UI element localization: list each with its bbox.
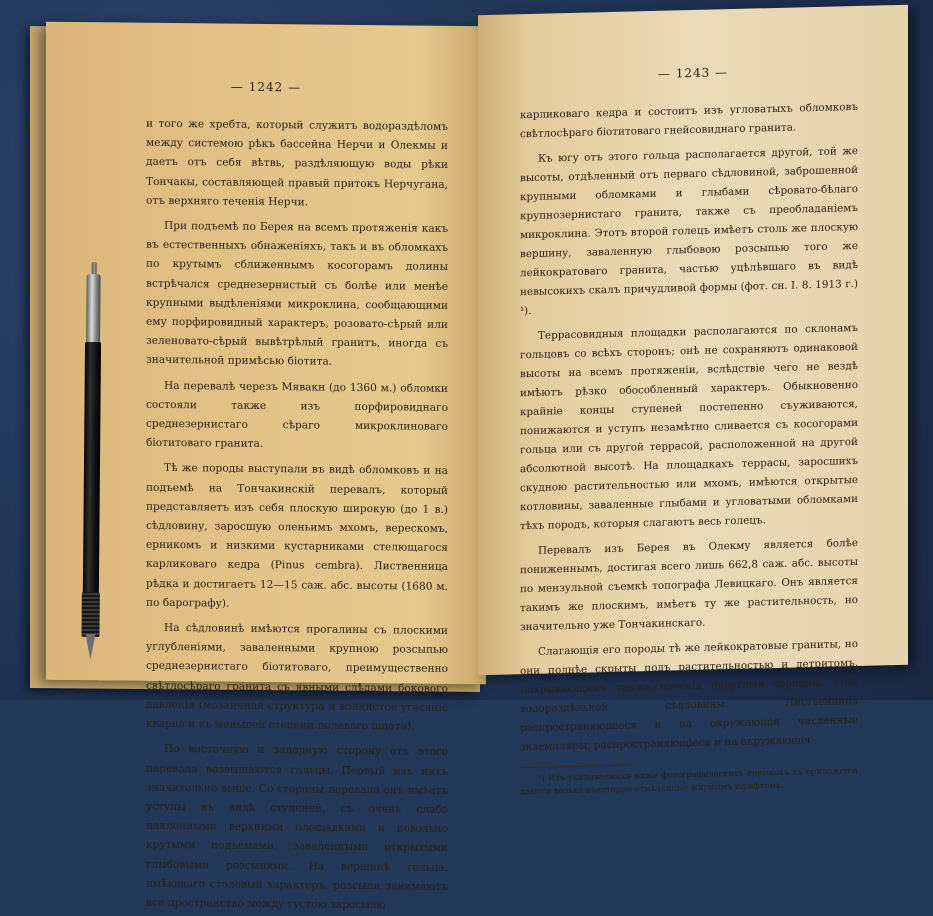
mechanical-pencil bbox=[80, 262, 103, 662]
right-page bbox=[478, 5, 908, 797]
pencil-clip bbox=[86, 274, 101, 344]
left-page bbox=[46, 22, 486, 912]
right-paragraph-1: карликоваго кедра и состоитъ изъ угловатыхъ обломковъ свѣтлосѣраго біотитоваго гнейсовиднаго гранита. bbox=[520, 100, 858, 141]
right-paragraph-3: Террасовидныя площадки располагаются по склонамъ гольцовъ со всѣхъ сторонъ; онѣ не сохраняютъ одинаковой высоты на всемъ протяженіи, вслѣдствіе чего не вездѣ имѣютъ рѣзко обособленный характеръ. Обыкновенно крайніе концы ступеней постепенно съуживаются, понижаются и уступъ незамѣтно сливается съ косогорами гольца или съ другой террасой, расположенной на другой абсолютной высотѣ. На площадкахъ террасы, заросшихъ скудною растительностью или мхомъ, имѣются открытые котловины, заваленные глыбами и угловатыми обломками тѣхъ породъ, которыя слагаютъ весь голецъ. bbox=[520, 321, 858, 533]
left-paragraph-1: и того же хребта, который служитъ водораздѣломъ между системою рѣкъ бассейна Нерчи и Олекмы и даетъ отъ себя вѣтвь, раздѣляющую воды рѣки Тончакы, составляющей правый притокъ Нерчугана, отъ верхняго теченія Нерчи. bbox=[146, 117, 448, 209]
pencil-barrel bbox=[83, 342, 101, 597]
footnote: ¹) Изъ указываемыхъ ниже фотографическихъ снимковъ въ приложеніи даются только нѣкоторые отмѣченные жирнымъ шрифтомъ. bbox=[520, 764, 858, 797]
right-paragraph-4: Перевалъ изъ Берея въ Олекму является болѣе пониженнымъ, достигая всего лишь 662,8 саж. абс. высоты по мензульной съемкѣ топографа Левицкаго. Онъ является такимъ же плоскимъ, имѣетъ ту же растительность, но значительно уже Тончакинскаго. bbox=[520, 536, 858, 634]
left-paragraph-2: При подъемѣ по Берея на всемъ протяженія какъ въ естественныхъ обнаженіяхъ, такъ и въ обломкахъ по крутымъ сближеннымъ косогорамъ долины встрѣчался среднезернистый съ болѣе или менѣе крупными выдѣленіями микроклина, сообщающими ему порфировидный характеръ, розовато-сѣрый или зеленовато-сѣрый вывѣтрѣлый гранитъ, иногда съ значительной примѣсью біотита. bbox=[146, 219, 448, 369]
left-page-text bbox=[46, 114, 486, 916]
left-paragraph-5: На сѣдловинѣ имѣются прогалины съ плоскими углубленіями, заваленными крупною розсыпью среднезернистаго біотитоваго, преимущественно свѣтлосѣраго гранита съ явными слѣдами бокового давленія (мозаичная структура и волнистое угасаніе кварца и въ меньшей степени полевого шпата). bbox=[146, 622, 448, 733]
right-page-text bbox=[478, 97, 908, 800]
left-paragraph-3: На перевалѣ черезъ Мявакн (до 1360 м.) обломки состояли также изъ порфировиднаго среднезернистаго сѣраго микроклиноваго біотитоваго гранита. bbox=[146, 379, 448, 451]
pencil-grip bbox=[81, 592, 99, 637]
right-paragraph-5: Слагающія его породы тѣ же лейкократовые граниты, но они полнѣе скрыты подъ растительностью и детритомъ, покрывающимъ также плоскія округлыя вершины этой водораздѣльной сѣдловины. Лиственница распространяющіеся и на окружающія численные экземпляры, распространяющіеся и на окружающія bbox=[520, 637, 858, 754]
right-page-number: — 1243 — bbox=[657, 65, 729, 81]
pencil-point bbox=[85, 634, 95, 660]
left-page-number: — 1242 — bbox=[230, 79, 302, 95]
left-paragraph-4: Тѣ же породы выступали въ видѣ обломковъ и на подъемѣ на Тончакинскій перевалъ, который представляетъ изъ себя плоскую широкую (до 1 в.) сѣдловину, заросшую оленьимъ мхомъ, верескомъ, ерникомъ и низкими кустарниками стелющагося карликоваго кедра (Pinus cembra). Лиственница рѣдка и достигаетъ 12—15 саж. абс. высоты (1680 м. по барографу). bbox=[146, 462, 448, 610]
left-paragraph-6: По восточную и западную сторону отъ этого перевала возвышаются гольцы. Первый изъ нихъ значительно выше. Со стороны перевала онъ имѣетъ уступы въ видѣ ступеней, съ очень слабо наклонными верхними площадками и довольно крутыми подъемами, заваленными открытыми глыбовыми розсыпями. На вершинѣ гольца, имѣющаго столовый характеръ, розсыпи занимаютъ все пространство между густою заросылю bbox=[146, 743, 448, 912]
open-book bbox=[8, 10, 918, 912]
footnote-divider bbox=[520, 765, 630, 769]
right-paragraph-2: Къ югу отъ этого гольца располагается другой, той же высоты, отдѣленный отъ перваго сѣдловиной, заброшенной крупными обломками и глыбами сѣровато-бѣлаго крупнозернистаго гранита, также съ преобладаніемъ микроклина. Этотъ второй голецъ имѣетъ столь же плоскую вершину, заваленную глыбовою розсыпью того же лейкократоваго гранита, частью уцѣлѣвшаго въ видѣ невысокихъ скалъ причудливой формы (фот. сн. I. 8. 1913 г.) ¹). bbox=[520, 144, 858, 318]
